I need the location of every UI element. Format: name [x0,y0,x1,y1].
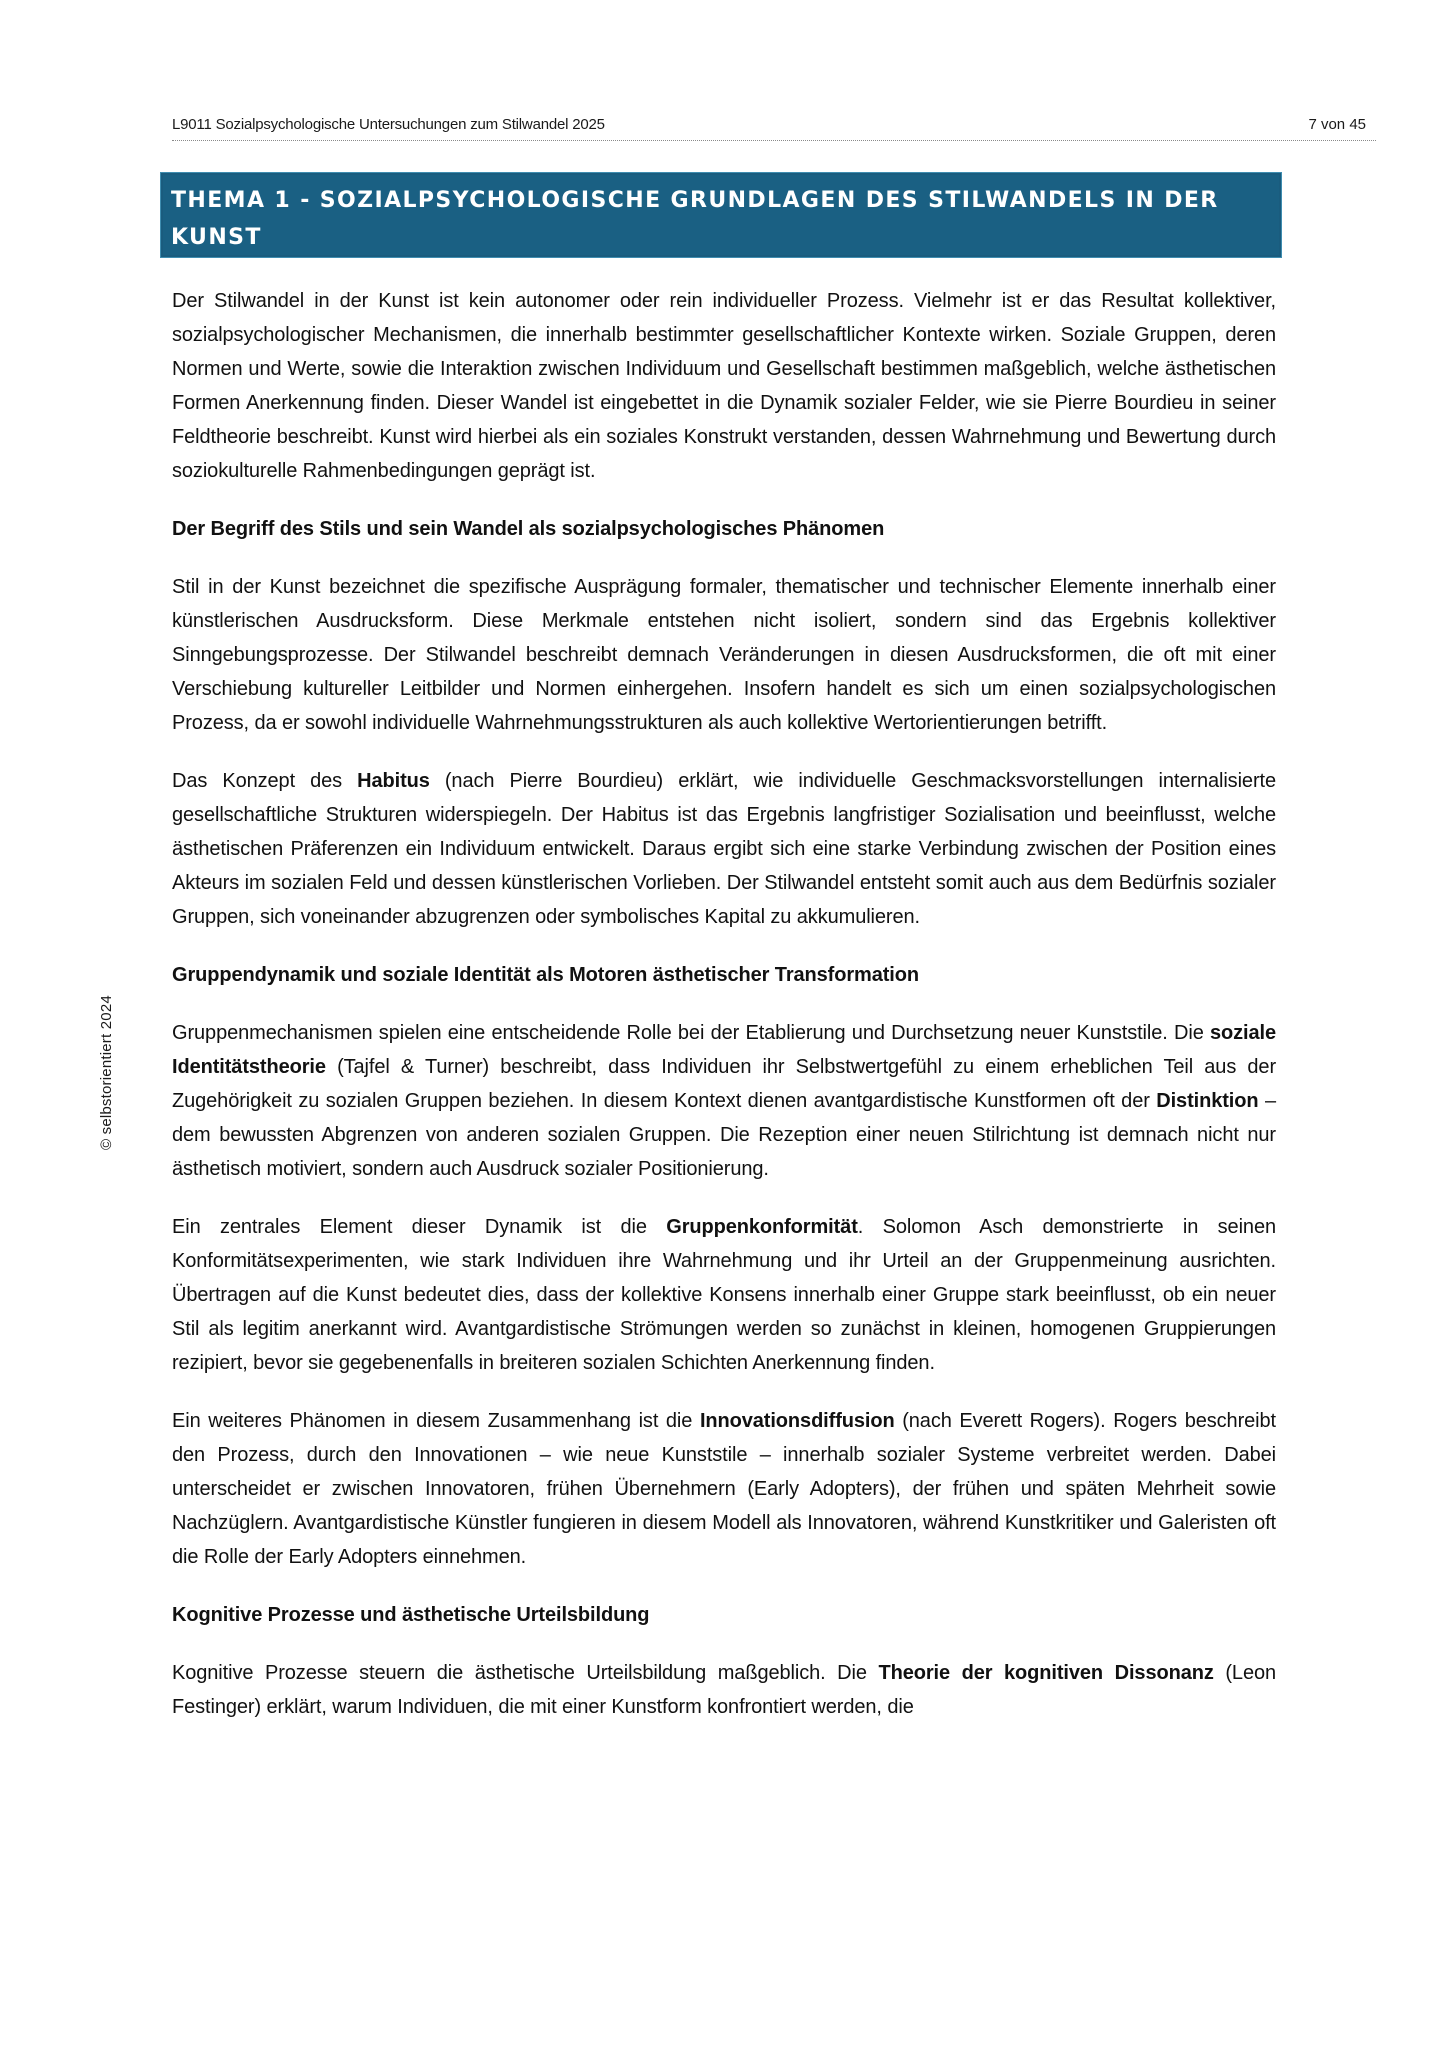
bold-term-social-identity-theory: soziale Identitätstheorie [172,1022,1276,1078]
bold-term-cognitive-dissonance: Theorie der kognitiven Dissonanz [878,1662,1214,1684]
bold-term-group-conformity: Gruppenkonformität [666,1216,858,1238]
text: (nach Everett Rogers). Rogers beschreibt den Prozess, durch den Innovationen – wie neue Kunststile – innerhalb sozialer Systeme verbreitet werden. Dabei unterscheidet er zwischen Innovatoren, frühen Übernehmern (Early Adopters), der frühen und späten Mehrheit sowie Nachzüglern. Avantgardistische Künstler fungieren in diesem Modell als Innovatoren, während Kunstkritiker und Galeristen oft die Rolle der Early Adopters einnehmen. [172,1410,1276,1568]
text: Kognitive Prozesse steuern die ästhetische Urteilsbildung maßgeblich. Die [172,1662,879,1684]
copyright-notice: © selbstorientiert 2024 [98,995,115,1150]
theme-banner [160,172,1282,258]
text: Ein weiteres Phänomen in diesem Zusammenhang ist die [172,1410,700,1432]
text: (nach Pierre Bourdieu) erklärt, wie individuelle Geschmacksvorstellungen internalisierte gesellschaftliche Strukturen widerspiegeln. Der Habitus ist das Ergebnis langfristiger Sozialisation und beeinflusst, welche ästhetischen Präferenzen ein Individuum entwickelt. Daraus ergibt sich eine starke Verbindung zwischen der Position eines Akteurs im sozialen Feld und dessen künstlerischen Vorlieben. Der Stilwandel entsteht somit auch aus dem Bedürfnis sozialer Gruppen, sich voneinander abzugrenzen oder symbolisches Kapital zu akkumulieren. [172,770,1276,928]
paragraph-style-definition: Stil in der Kunst bezeichnet die spezifische Ausprägung formaler, thematischer und technischer Elemente innerhalb einer künstlerischen Ausdrucksform. Diese Merkmale entstehen nicht isoliert, sondern sind das Ergebnis kollektiver Sinngebungsprozesse. Der Stilwandel beschreibt demnach Veränderungen in diesen Ausdrucksformen, die oft mit einer Verschiebung kultureller Leitbilder und Normen einhergehen. Insofern handelt es sich um einen sozialpsychologischen Prozess, da er sowohl individuelle Wahrnehmungsstrukturen als auch kollektive Wertorientierungen betrifft. [172,576,1276,734]
text: Das Konzept des [172,770,358,792]
text: . Solomon Asch demonstrierte in seinen Konformitätsexperimenten, wie stark Individuen ihre Wahrnehmung und ihr Urteil an der Gruppenmeinung ausrichten. Übertragen auf die Kunst bedeutet dies, dass der kollektive Konsens innerhalb einer Gruppe stark beeinflusst, ob ein neuer Stil als legitim anerkannt wird. Avantgardistische Strömungen werden so zunächst in kleinen, homogenen Gruppierungen rezipiert, bevor sie gegebenenfalls in breiteren sozialen Schichten Anerkennung finden. [172,1216,1276,1374]
page-number: 7 von 45 [1308,116,1366,133]
section-heading-group-dynamics: Gruppendynamik und soziale Identität als Motoren ästhetischer Transformation [172,964,919,986]
text: – dem bewussten Abgrenzen von anderen sozialen Gruppen. Die Rezeption einer neuen Stilrichtung ist demnach nicht nur ästhetisch motiviert, sondern auch Ausdruck sozialer Positionierung. [172,1090,1276,1180]
banner-title: THEMA 1 - SOZIALPSYCHOLOGISCHE GRUNDLAGEN DES STILWANDELS IN DER KUNST [171,188,1219,250]
paragraph-social-identity [172,1016,1276,1186]
text: Gruppenmechanismen spielen eine entscheidende Rolle bei der Etablierung und Durchsetzung neuer Kunststile. Die [172,1022,1210,1044]
document-body [172,284,1276,1748]
bold-term-habitus: Habitus [357,770,430,792]
paragraph-cognitive-dissonance [172,1656,1276,1724]
document-title: L9011 Sozialpsychologische Untersuchungen zum Stilwandel 2025 [172,116,605,133]
intro-paragraph: Der Stilwandel in der Kunst ist kein autonomer oder rein individueller Prozess. Vielmehr ist er das Resultat kollektiver, sozialpsychologischer Mechanismen, die innerhalb bestimmter gesellschaftlicher Kontexte wirken. Soziale Gruppen, deren Normen und Werte, sowie die Interaktion zwischen Individuum und Gesellschaft bestimmen maßgeblich, welche ästhetischen Formen Anerkennung finden. Dieser Wandel ist eingebettet in die Dynamik sozialer Felder, wie sie Pierre Bourdieu in seiner Feldtheorie beschreibt. Kunst wird hierbei als ein soziales Konstrukt verstanden, dessen Wahrnehmung und Bewertung durch soziokulturelle Rahmenbedingungen geprägt ist. [172,290,1276,482]
paragraph-habitus [172,764,1276,934]
section-heading-style-concept: Der Begriff des Stils und sein Wandel als sozialpsychologisches Phänomen [172,518,885,540]
bold-term-innovation-diffusion: Innovationsdiffusion [699,1410,895,1432]
text: (Leon Festinger) erklärt, warum Individuen, die mit einer Kunstform konfrontiert werden, die [172,1662,1277,1718]
text: Ein zentrales Element dieser Dynamik ist die [172,1216,667,1238]
bold-term-distinction: Distinktion [1156,1090,1259,1112]
text: (Tajfel & Turner) beschreibt, dass Individuen ihr Selbstwertgefühl zu einem erheblichen Teil aus der Zugehörigkeit zu sozialen Gruppen beziehen. In diesem Kontext dienen avantgardistische Kunstformen oft der [172,1056,1276,1112]
paragraph-innovation-diffusion [172,1404,1276,1574]
page-header [172,114,1376,141]
paragraph-conformity [172,1210,1276,1380]
section-heading-cognitive-processes: Kognitive Prozesse und ästhetische Urteilsbildung [172,1604,650,1626]
